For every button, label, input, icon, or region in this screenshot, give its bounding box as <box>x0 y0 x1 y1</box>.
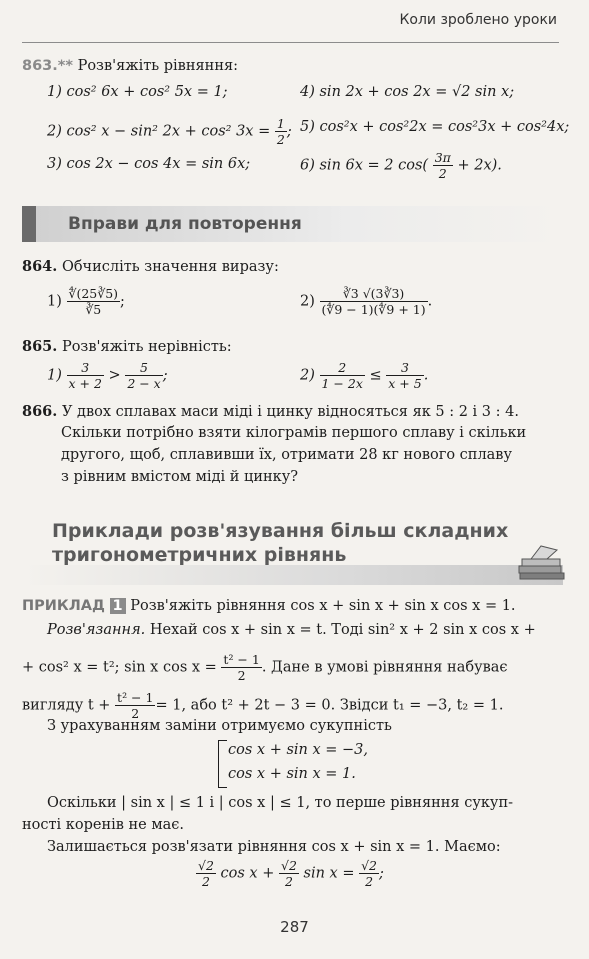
banner-marker <box>22 206 36 242</box>
text-part: sin x = <box>303 865 355 882</box>
solution-line-3 <box>22 690 503 721</box>
solution-line-5: Оскільки | sin x | ≤ 1 і | cos x | ≤ 1, то перше рівняння сукуп- <box>47 795 514 811</box>
frac-den: 2 <box>201 874 210 889</box>
frac-num: √2 <box>361 858 378 873</box>
frac-den: ∛5 <box>85 302 102 317</box>
frac-num: 2 <box>320 360 365 376</box>
text-part: . Дане в умові рівняння набуває <box>261 659 508 676</box>
example-label: ПРИКЛАД <box>22 598 105 614</box>
problem-865-heading <box>22 338 232 355</box>
frac-a <box>67 360 104 391</box>
item-label: 1) <box>47 367 62 384</box>
frac-num: 3π <box>434 150 451 165</box>
system-eq-1: cos x + sin x = −3, <box>228 742 369 758</box>
fraction-t2-minus-1-over-2 <box>221 652 261 683</box>
text-part: + cos² x = t²; sin x cos x = <box>22 659 217 676</box>
problem-864-number: 864. <box>22 258 58 275</box>
punct: ; <box>379 865 384 882</box>
eq-863-6 <box>300 150 502 181</box>
problem-866-line-1 <box>22 403 519 420</box>
fraction-root2-over-2 <box>279 858 299 889</box>
books-icon <box>517 540 565 580</box>
frac-den: (∜9 − 1)(∜9 + 1) <box>321 302 426 317</box>
item-label: 2) <box>300 293 315 310</box>
example-1-task <box>22 598 516 614</box>
text-part: вигляду t + <box>22 697 111 714</box>
eq-863-3: 3) cos 2x − cos 4x = sin 6x; <box>47 156 251 172</box>
solution-line-1 <box>47 622 536 638</box>
expr-864-2-fraction <box>320 286 428 317</box>
fraction-one-half <box>275 116 287 147</box>
frac-num: 5 <box>125 360 162 376</box>
frac-num: t² − 1 <box>117 690 154 705</box>
section-title-line-2: тригонометричних рівнянь <box>52 544 347 566</box>
solution-final-equation <box>196 858 384 889</box>
solution-text: Нехай cos x + sin x = t. Тоді sin² x + 2 sin x cos x + <box>149 622 536 638</box>
section-title <box>52 519 508 567</box>
section-title-bar <box>22 565 563 585</box>
eq-863-2 <box>47 116 292 147</box>
frac-den: 2 <box>438 166 447 181</box>
relation: > <box>108 367 121 384</box>
frac-den: 2 <box>284 874 293 889</box>
item-label: 2) <box>300 367 315 384</box>
punct: . <box>423 367 429 384</box>
expr-864-1-fraction <box>67 286 121 317</box>
solution-word: Розв'язання. <box>47 622 146 638</box>
problem-864-heading <box>22 258 279 275</box>
running-header: Коли зроблено уроки <box>399 12 557 28</box>
frac-num: √2 <box>280 858 297 873</box>
review-banner-title: Вправи для повторення <box>68 214 302 234</box>
frac-den: 2 − x <box>127 376 161 391</box>
ineq-865-1 <box>47 360 168 391</box>
example-task-text: Розв'яжіть рівняння cos x + sin x + sin x cos x = 1. <box>130 598 516 614</box>
relation: ≤ <box>369 367 382 384</box>
fraction-3pi-over-2 <box>433 150 453 181</box>
eq-863-6-text: 6) sin 6x = 2 cos( <box>300 157 429 174</box>
solution-line-2 <box>22 652 508 683</box>
frac-den: 2 <box>365 874 374 889</box>
problem-865-prompt: Розв'яжіть нерівність: <box>61 339 232 355</box>
problem-866-number: 866. <box>22 403 58 420</box>
eq-863-1: 1) cos² 6x + cos² 5x = 1; <box>47 84 228 100</box>
system-bracket <box>218 740 227 788</box>
review-banner <box>22 206 563 242</box>
problem-866-text: У двох сплавах маси міді і цинку відносяться як 5 : 2 і 3 : 4. <box>61 404 519 420</box>
problem-866-line-4: з рівним вмістом міді й цинку? <box>61 469 299 485</box>
frac-b <box>125 360 162 391</box>
fraction-root2-over-2 <box>196 858 216 889</box>
expr-864-1 <box>47 286 125 317</box>
ineq-865-2 <box>300 360 428 391</box>
frac-num: 3 <box>386 360 423 376</box>
frac-b <box>386 360 423 391</box>
frac-den: 2 <box>276 132 285 147</box>
expr-864-2 <box>300 286 432 317</box>
eq-863-6-tail: + 2x). <box>457 157 502 174</box>
page-number: 287 <box>280 918 309 936</box>
punct: ; <box>162 367 168 384</box>
problem-863-number: 863.** <box>22 58 73 74</box>
fraction-t2-minus-1-over-2 <box>115 690 155 721</box>
frac-den: 1 − 2x <box>321 376 363 391</box>
section-title-line-1: Приклади розв'язування більш складних <box>52 520 509 542</box>
eq-863-5: 5) cos²x + cos²2x = cos²3x + cos²4x; <box>300 119 570 135</box>
text-part: cos x + <box>220 865 275 882</box>
frac-num: √2 <box>198 858 214 873</box>
punct: ; <box>120 293 125 310</box>
frac-num: 1 <box>276 116 285 131</box>
punct: ; <box>286 123 292 140</box>
frac-num: t² − 1 <box>223 652 260 667</box>
text-part: = 1, або t² + 2t − 3 = 0. Звідси t₁ = −3, t₂ = 1. <box>155 697 504 714</box>
frac-num: ∛3 √(3∛3) <box>320 286 428 302</box>
problem-865-number: 865. <box>22 338 58 355</box>
frac-a <box>320 360 365 391</box>
problem-863-prompt: Розв'яжіть рівняння: <box>77 58 239 74</box>
punct: . <box>427 293 433 310</box>
problem-866-line-3: другого, щоб, сплавивши їх, отримати 28 кг нового сплаву <box>61 447 512 463</box>
problem-863-heading <box>22 58 238 74</box>
header-rule <box>22 42 559 43</box>
frac-den: 2 <box>237 668 246 683</box>
problem-864-prompt: Обчисліть значення виразу: <box>61 259 279 275</box>
example-number-badge: 1 <box>110 598 126 614</box>
problem-866-line-2: Скільки потрібно взяти кілограмів першого сплаву і скільки <box>61 425 527 441</box>
frac-num: ∜(25∛5) <box>68 286 119 301</box>
frac-den: x + 2 <box>68 376 102 391</box>
frac-num: 3 <box>67 360 104 376</box>
eq-863-2-text: 2) cos² x − sin² 2x + cos² 3x = <box>47 123 271 140</box>
solution-line-6: ності коренів не має. <box>22 817 185 833</box>
solution-line-4: З урахуванням заміни отримуємо сукупність <box>47 718 392 734</box>
frac-den: 2 <box>131 706 140 721</box>
item-label: 1) <box>47 293 62 310</box>
eq-863-4: 4) sin 2x + cos 2x = √2 sin x; <box>300 84 515 100</box>
solution-line-7: Залишається розв'язати рівняння cos x + sin x = 1. Маємо: <box>47 839 501 855</box>
fraction-root2-over-2 <box>359 858 379 889</box>
frac-den: x + 5 <box>388 376 422 391</box>
system-eq-2: cos x + sin x = 1. <box>228 766 356 782</box>
